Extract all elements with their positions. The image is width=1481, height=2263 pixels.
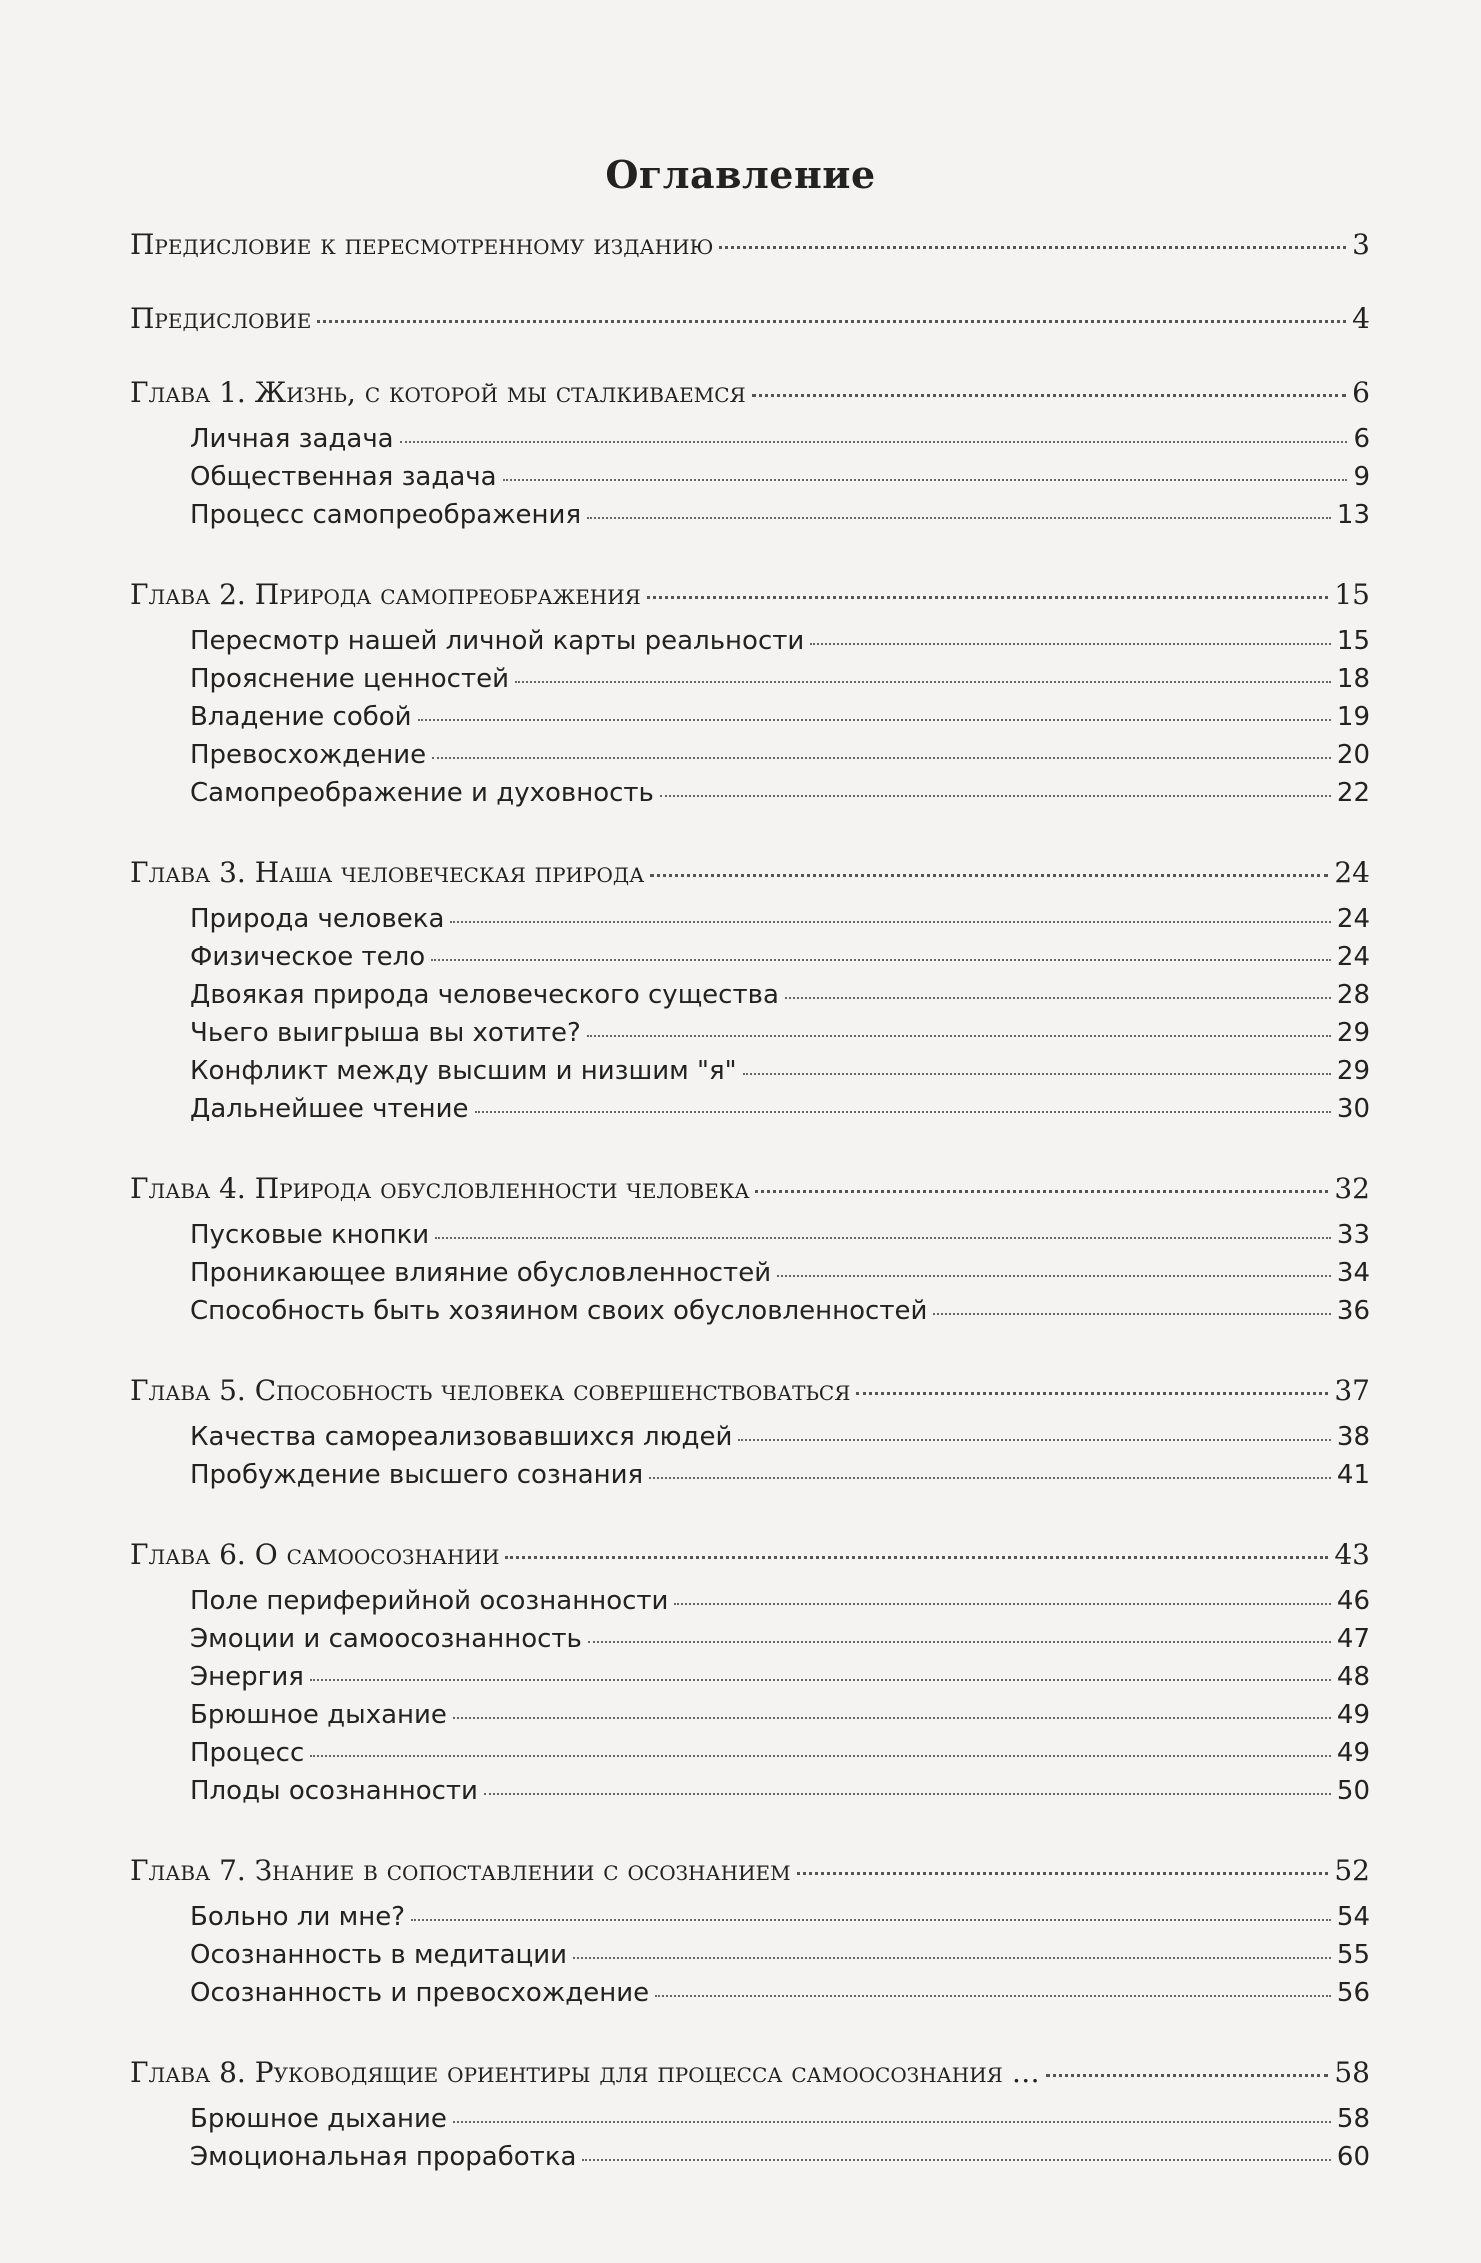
toc-entry-title: Конфликт между высшим и низшим "я" [190,1056,737,1086]
table-of-contents [130,218,1370,2176]
toc-page-number: 28 [1336,980,1370,1010]
dot-leader [503,479,1348,481]
toc-entry-title: Предисловие к пересмотренному изданию [130,228,714,261]
toc-page-number: 4 [1352,302,1370,335]
toc-page-number: 52 [1334,1854,1370,1887]
dot-leader [933,1313,1331,1315]
toc-spacer [130,1810,1370,1844]
toc-section-entry [190,1734,1370,1772]
dot-leader [755,1190,1328,1193]
toc-section-entry [190,420,1370,458]
dot-leader [660,795,1331,797]
toc-page-number: 36 [1336,1296,1370,1326]
toc-section-entry [190,1898,1370,1936]
toc-entry-title: Плоды осознанности [190,1776,478,1806]
toc-page-number: 32 [1334,1172,1370,1205]
toc-spacer [130,272,1370,292]
dot-leader [738,1439,1331,1441]
toc-entry-title: Превосхождение [190,740,427,770]
toc-page-number: 56 [1336,1978,1370,2008]
toc-section-entry [190,660,1370,698]
toc-page-number: 46 [1336,1586,1370,1616]
toc-section-entry [190,1292,1370,1330]
dot-leader [310,1755,1331,1757]
toc-entry-title: Пересмотр нашей личной карты реальности [190,626,805,656]
page-title: Оглавление [605,152,876,197]
toc-entry-title: Проникающее влияние обусловленностей [190,1258,772,1288]
toc-section-entry [190,496,1370,534]
dot-leader [573,1957,1331,1959]
toc-page-number: 38 [1336,1422,1370,1452]
toc-page-number: 55 [1336,1940,1370,1970]
dot-leader [453,2121,1331,2123]
toc-section-entry [190,458,1370,496]
toc-section-entry [190,1696,1370,1734]
toc-page-number: 20 [1336,740,1370,770]
toc-entry-title: Двоякая природа человеческого существа [190,980,779,1010]
dot-leader [1046,2074,1329,2077]
toc-entry-title: Энергия [190,1662,304,1692]
toc-page-number: 24 [1336,942,1370,972]
dot-leader [587,517,1331,519]
toc-entry-title: Способность быть хозяином своих обусловленностей [190,1296,928,1326]
toc-entry-title: Процесс [190,1738,305,1768]
dot-leader [317,320,1346,323]
toc-section-entry [190,1772,1370,1810]
toc-entry-title: Глава 2. Природа самопреображения [130,578,641,611]
dot-leader [650,874,1328,877]
dot-leader [810,643,1331,645]
toc-page-number: 33 [1336,1220,1370,1250]
dot-leader [515,681,1331,683]
toc-spacer [130,1494,1370,1528]
dot-leader [435,1237,1331,1239]
dot-leader [785,997,1331,999]
dot-leader [674,1603,1330,1605]
toc-chapter-entry [130,218,1370,272]
toc-page-number: 19 [1336,702,1370,732]
toc-entry-title: Эмоции и самоосознанность [190,1624,582,1654]
toc-spacer [130,346,1370,366]
toc-page-number: 13 [1336,500,1370,530]
toc-chapter-entry [130,1844,1370,1898]
dot-leader [752,394,1347,397]
toc-page-number: 50 [1336,1776,1370,1806]
toc-section-entry [190,1052,1370,1090]
toc-chapter-entry [130,366,1370,420]
toc-entry-title: Глава 8. Руководящие ориентиры для процесса самоосознания … [130,2056,1040,2089]
toc-page-number: 29 [1336,1056,1370,1086]
dot-leader [797,1872,1329,1875]
toc-entry-title: Предисловие [130,302,312,335]
toc-section-entry [190,774,1370,812]
toc-page-number: 24 [1336,904,1370,934]
toc-entry-title: Прояснение ценностей [190,664,509,694]
toc-section-entry [190,622,1370,660]
toc-entry-title: Чьего выигрыша вы хотите? [190,1018,581,1048]
toc-entry-title: Самопреображение и духовность [190,778,654,808]
toc-page-number: 43 [1334,1538,1370,1571]
toc-section-entry [190,1456,1370,1494]
toc-spacer [130,2012,1370,2046]
dot-leader [431,959,1331,961]
toc-spacer [130,1128,1370,1162]
toc-entry-title: Осознанность в медитации [190,1940,567,1970]
dot-leader [484,1793,1331,1795]
toc-entry-title: Общественная задача [190,462,497,492]
toc-section-entry [190,2100,1370,2138]
toc-section-entry [190,1418,1370,1456]
dot-leader [587,1035,1331,1037]
toc-page-number: 6 [1353,424,1370,454]
toc-page-number: 15 [1334,578,1370,611]
toc-page-number: 29 [1336,1018,1370,1048]
toc-page-number: 54 [1336,1902,1370,1932]
dot-leader [432,757,1331,759]
dot-leader [856,1392,1328,1395]
toc-entry-title: Качества самореализовавшихся людей [190,1422,733,1452]
toc-page-number: 6 [1352,376,1370,409]
toc-page-number: 47 [1336,1624,1370,1654]
toc-chapter-entry [130,1364,1370,1418]
toc-section-entry [190,976,1370,1014]
toc-page-number: 15 [1336,626,1370,656]
toc-section-entry [190,1254,1370,1292]
toc-page-number: 48 [1336,1662,1370,1692]
dot-leader [475,1111,1331,1113]
dot-leader [418,719,1331,721]
toc-entry-title: Личная задача [190,424,394,454]
toc-chapter-entry [130,846,1370,900]
toc-page-number: 24 [1334,856,1370,889]
dot-leader [310,1679,1331,1681]
toc-section-entry [190,938,1370,976]
toc-entry-title: Пробуждение высшего сознания [190,1460,644,1490]
toc-entry-title: Глава 5. Способность человека совершенствоваться [130,1374,851,1407]
dot-leader [588,1641,1331,1643]
toc-page-number: 49 [1336,1738,1370,1768]
toc-entry-title: Больно ли мне? [190,1902,406,1932]
toc-section-entry [190,1658,1370,1696]
toc-entry-title: Природа человека [190,904,445,934]
toc-entry-title: Поле периферийной осознанности [190,1586,669,1616]
dot-leader [777,1275,1331,1277]
toc-section-entry [190,2138,1370,2176]
toc-entry-title: Глава 6. О самоосознании [130,1538,500,1571]
toc-page-number: 9 [1353,462,1370,492]
toc-entry-title: Брюшное дыхание [190,1700,447,1730]
toc-page-number: 30 [1336,1094,1370,1124]
toc-section-entry [190,1014,1370,1052]
toc-section-entry [190,698,1370,736]
toc-section-entry [190,1620,1370,1658]
toc-page-number: 58 [1334,2056,1370,2089]
dot-leader [649,1477,1331,1479]
toc-chapter-entry [130,568,1370,622]
toc-chapter-entry [130,1528,1370,1582]
toc-page-number: 18 [1336,664,1370,694]
toc-entry-title: Глава 7. Знание в сопоставлении с осознанием [130,1854,791,1887]
dot-leader [743,1073,1331,1075]
toc-page-number: 34 [1336,1258,1370,1288]
toc-page-number: 22 [1336,778,1370,808]
toc-spacer [130,812,1370,846]
toc-spacer [130,1330,1370,1364]
toc-chapter-entry [130,292,1370,346]
toc-entry-title: Владение собой [190,702,412,732]
toc-entry-title: Дальнейшее чтение [190,1094,469,1124]
toc-entry-title: Процесс самопреображения [190,500,582,530]
dot-leader [400,441,1348,443]
dot-leader [647,596,1329,599]
toc-entry-title: Физическое тело [190,942,426,972]
dot-leader [450,921,1331,923]
toc-page-number: 49 [1336,1700,1370,1730]
toc-section-entry [190,1090,1370,1128]
dot-leader [582,2159,1330,2161]
dot-leader [453,1717,1331,1719]
toc-entry-title: Глава 4. Природа обусловленности человека [130,1172,750,1205]
toc-chapter-entry [130,1162,1370,1216]
toc-entry-title: Глава 1. Жизнь, с которой мы сталкиваемся [130,376,746,409]
dot-leader [505,1556,1328,1559]
toc-page-number: 58 [1336,2104,1370,2134]
toc-entry-title: Осознанность и превосхождение [190,1978,650,2008]
toc-entry-title: Брюшное дыхание [190,2104,447,2134]
toc-section-entry [190,736,1370,774]
toc-spacer [130,534,1370,568]
toc-page-number: 60 [1336,2142,1370,2172]
toc-section-entry [190,900,1370,938]
toc-chapter-entry [130,2046,1370,2100]
toc-entry-title: Эмоциональная проработка [190,2142,577,2172]
dot-leader [411,1919,1331,1921]
toc-entry-title: Пусковые кнопки [190,1220,430,1250]
toc-section-entry [190,1936,1370,1974]
toc-entry-title: Глава 3. Наша человеческая природа [130,856,645,889]
toc-section-entry [190,1216,1370,1254]
toc-page-number: 37 [1334,1374,1370,1407]
dot-leader [655,1995,1331,1997]
toc-section-entry [190,1974,1370,2012]
toc-page-number: 41 [1336,1460,1370,1490]
dot-leader [719,246,1346,249]
toc-section-entry [190,1582,1370,1620]
toc-page-number: 3 [1352,228,1370,261]
